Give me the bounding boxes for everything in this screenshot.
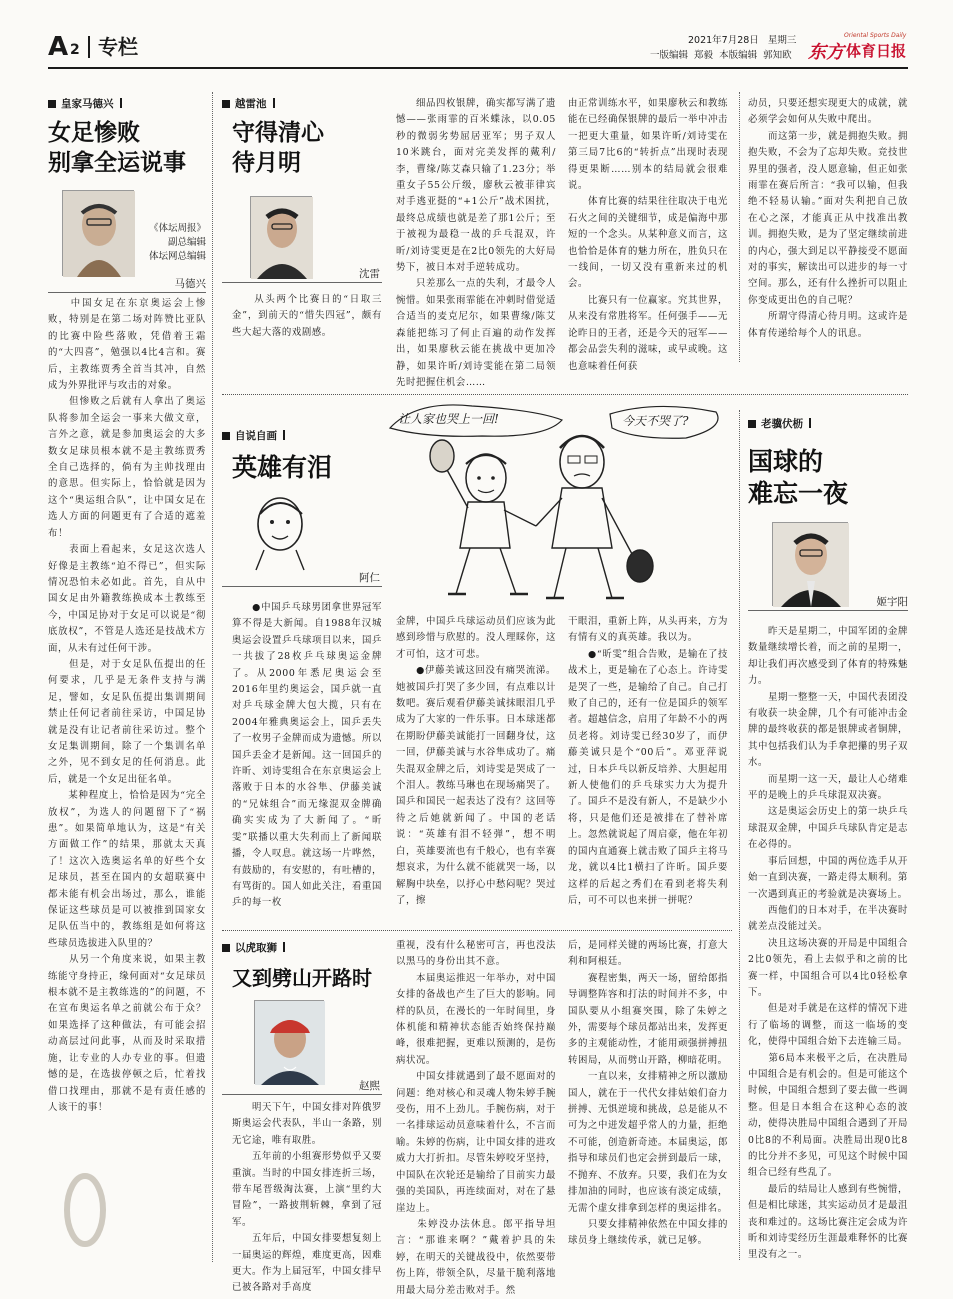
article-title: 国球的 难忘一夜	[748, 447, 849, 508]
author-name: 阿仁	[359, 572, 380, 584]
speech-bubble-right: 今天不哭了?	[622, 414, 689, 428]
author-name: 姬宇阳	[876, 596, 908, 608]
row-separator-2	[222, 930, 732, 931]
date-text: 2021年7月28日	[688, 35, 759, 46]
header-rule	[48, 67, 908, 69]
author-rule	[222, 586, 382, 587]
speech-bubble-left: 让人家也哭上一回!	[398, 412, 499, 426]
article-body: 金牌，中国乒乓球运动员们应该为此感到珍惜与欣慰的。没人理睬你，这才可怕，这才可悲。 ●伊藤美诚这回没有痛哭流涕。她被国乒打哭了多少回，有点难以计数吧。赛后观看伊藤美诚抹眼泪几乎成为了大家的一件乐事。日本球迷都在期盼伊藤美诚能打一回翻身仗，这一回，伊藤美诚与水谷隼成功了。痛失混双金牌之后，刘诗雯是哭成了一个泪人。教练马琳也在现场痛哭了。国乒和国民一起表达了没有？这回等待之后她就新闻了。中国的老话说：“英雄有泪不轻弹”，想不明白，英雄要流也有千般心，也有幸赛想哀求，为什么就不能就哭一场，以解胸中块垒，以抒心中愁闷呢？哭过了，擦	[396, 616, 556, 906]
separator-mid-bottom	[739, 410, 740, 1260]
author-rule	[748, 610, 908, 611]
masthead	[48, 32, 908, 72]
article-body: 中国女足在东京奥运会上惨败，特别是在第二场对阵赞比亚队的比赛中险些落败，凭借着王霜的“大四喜”，勉强以4比4言和。赛后，主教练贾秀全首当其冲，自然成为外界批评与攻击的对象。 但惨败之后就有人拿出了奥运队将参加全运会一事来大做文章，言外之意，就是参加奥运会的大多数女足球员根本就不是主教练贾秀全自己选择的，倘有为主帅找理由的意思。但实际上，恰恰就是因为这个“奥运组合队”，让中国女足在选人方面的问题更有了合适的遮羞布！ 表面上看起来，女足这次选人好像是主教练“迫不得已”，但实际情况恐怕未必如此。首先，自从中国女足由外籍教练换成本土教练至今，中国足协对于女足可以说是“彻底放权”，不管是人选还是技战术方面，从未有过任何干涉。 但是，对于女足队伍提出的任何要求，几乎是无条件支持与满足，譬如，女足队伍提出集训期间禁止任何记者前往采访，中国足协就是没有让记者前往采访过。整个女足集训期间，除了一个集训名单之外，见不到女足的任何消息。此后，就是一个女足出征名单。 某种程度上，恰恰是因为“完全放权”，为选人的问题留下了“祸患”。如果简单地认为，这是“有关方面做工作”的结果，那就太天真了！这次入选奥运名单的好些个女足球员，甚至在国内的女超联赛中都未能有机会出场过，那么，谁能保证这些球员是可以被推到国家女足队伍当中的，教练组是如何将这些球员选拔进入队里的？ 从另一个角度来说，如果主教练能守身持正，缘何面对“女足球员根本就不是主教练选的”的问题，不在宣布奥运名单之前就公布于众？如果选择了这种做法，有可能会招动高层过问此事，从而及时采取措施，让专业的人办专业的事。但遗憾的是，在选拔停顿之后，忙着找借口找理由，那就不是有责任感的人该干的事！	[48, 298, 206, 1113]
article-title: 女足惨败 别拿全运说事	[48, 120, 186, 176]
header-divider	[88, 36, 90, 58]
separator-1	[212, 92, 213, 1262]
logo-en: Oriental Sports Daily	[844, 32, 907, 39]
author-photo	[254, 1000, 324, 1084]
column-name: 专栏	[98, 35, 138, 59]
article-body: 细品四枚银牌，确实都写满了遗憾——张雨霏的百米蝶泳，以0.05秒的微弱劣势屈居亚军；男子双人10米跳台，面对完美发挥的戴利/李，曹缘/陈艾森只输了1.23分；举重女子55公斤级，廖秋云被菲律宾对手逃亚挺的“+1公斤”战术困扰，最终总成绩也就是差了那1公斤；至于被视为最稳一战的乒乓混双，许昕/刘诗雯更是在2比0领先的大好局势下，被日本对手逆转成功。 只差那么一点的失利，才最令人惋惜。如果张雨霏能在冲刺时借觉适合适当的麦克尼尔，如果曹缘/陈艾森能把练习了何止百遍的动作发挥出，如果廖秋云能在挑战中更加冷静，如果许昕/刘诗雯能在第二局领先时把握住机会……	[396, 98, 556, 388]
author-caption: 《体坛周报》 副总编辑 体坛网总编辑	[148, 223, 206, 262]
article-title: 又到劈山开路时	[232, 966, 372, 990]
section-label: 皇家马德兴	[48, 96, 122, 111]
separator-mid-top	[739, 92, 740, 362]
author-name: 赵熙	[359, 1080, 380, 1092]
weekday-text: 星期三	[767, 35, 797, 46]
decorative-mark	[60, 1170, 110, 1250]
article-body: 从头两个比赛日的“日取三金”，到前天的“惜失四冠”，颇有些大起大落的戏剧感。	[232, 294, 382, 338]
author-photo	[62, 190, 134, 276]
article-body: 重视，没有什么秘密可言，再也没法以黑马的身份出其不意。 本届奥运推迟一年举办，对中国女排的备战也产生了巨大的影响。同样的队员，在漫长的一年时间里，身体机能和精神状态能否始终保持巅峰，很难把握，更难以预测的，是伤病状况。 中国女排就遇到了最不愿面对的问题：绝对核心和灵魂人物朱婷手腕受伤，用不上劲儿。手腕伤病，对于一名排球运动员意味着什么，不言而喻。朱婷的伤病，让中国女排的进攻威力大打折扣。尽管朱婷咬牙坚持，中国队在次轮还是输给了目前实力最强的美国队，再连续面对，对在了悬崖边上。 朱婷没办法休息。郎平指导坦言：“那谁来啊？”戴着护具的朱婷，在明天的关键战役中，依然要带伤上阵，带领全队，尽量干脆利落地用最大局分差击败对手。然	[396, 940, 556, 1296]
logo-main: 东方	[808, 42, 844, 63]
row-separator-1	[222, 394, 908, 395]
article-body: 由正常训练水平，如果廖秋云和教练能在已经确保银牌的最后一举中冲击一把更大重量，如果许昕/刘诗雯在第三局7比6的“转折点”出现时表现得更果断……别本的结局就会很难说。 体育比赛的结果往往取决于电光石火之间的关键细节，成是偏海中那短的一个念头。从某种意义而言，这也恰恰是体育的魅力所在，胜负只在一线间，一切又没有重新来过的机会。 比赛只有一位赢家。究其世界，从来没有常胜将军。任何强手——无论昨日的王者，还是今天的冠军——都会品尝失利的滋味，或早或晚。这也意味着任何获	[568, 98, 728, 372]
author-photo	[250, 196, 312, 278]
article-body: 明天下午，中国女排对阵俄罗斯奥运会代表队，半山一条路，别无它途，唯有取胜。 五年前的小组赛形势似乎又要重演。当时的中国女排连折三场，带车尾晋级淘汰赛，上演“里约大冒险”，一路披荆斩棘，拿到了冠军。 五年后，中国女排要想复刻上一届奥运的辉煌，难度更高，因难更大。作为上届冠军，中国女排早已被各路对手高度	[232, 1102, 382, 1294]
editor-line: 一版编辑 郑毅 本版编辑 郭知欧	[650, 50, 792, 61]
header-date	[688, 34, 796, 47]
section-label: 以虎取狮	[222, 940, 285, 955]
page-number: 2	[70, 42, 80, 58]
author-photo	[772, 522, 848, 606]
page-letter: A	[48, 32, 69, 62]
author-rule	[48, 292, 206, 293]
article-body: 干眼泪，重新上阵，从头再来，方为有情有义的真英雄。我以为。 ●“昕雯”组合告败，是输在了技战术上，更是输在了心态上。许诗雯是哭了一些，是输给了自己。自己打败了自己的，还有一位是国乒的领军者。超越信念，启用了年龄不小的两员老将。刘诗雯已经30岁了，而伊藤美诚只是个“00后”。邓亚萍说过，日本乒乓以新反培养、大胆起用新人使他们的乒乓球实力大为提升了。国乒不是没有新人，不是缺少小将，只是他们还是被排在了替补席上。忽然就说起了周启豪，他在年初的国内直通赛上就击败了国乒主将马龙，就以4比1横扫了许昕。国乒要这样的后起之秀们在看到老将失利后，可不可以也来拼一拼呢？	[568, 616, 728, 906]
section-label: 越雷池	[222, 96, 275, 111]
article-title: 英雄有泪	[232, 453, 333, 482]
section-label: 老骥伏枥	[748, 416, 811, 431]
newspaper-logo	[808, 32, 918, 66]
article-body: 动员，只要还想实现更大的成就，就必须学会如何从失败中爬出。 而这第一步，就是拥抱失败。拥抱失败，不会为了忘却失败。竞技世界里的强者，没人愿意输，但正如张雨霏在赛后所言：“我可以输，但我绝不轻易认输。”面对失利把自己放在心之深，才能真正从中找准出教训。拥抱失败，是为了坚定继续前进的内心，强大到足以平静接受不愿面对的事实，解读出可以进步的每一寸空间。那么，还有什么挫折可以阻止你变成更出色的自己呢？ 所谓守得清心待月明。这或许是体育传递给每个人的讯息。	[748, 98, 908, 339]
article-body: ●中国乒乓球男团拿世界冠军算不得是大新闻。自1988年汉城奥运会设置乒乓球项目以来，国乒一共拔了28枚乒乓球奥运金牌了。从2000年悉尼奥运会至2016年里约奥运会，国乒就一直对乒乓球金牌大包大揽，只有在2004年雅典奥运会上，国乒丢失了一枚男子金牌而成为遗憾。所以国乒丢金才是新闻。这一回国乒的许昕、刘诗雯组合在东京奥运会上落败于日本的水谷隼、伊藤美诚的“兄妹组合”而无缘混双金牌确确实实成为了大新闻了。“昕雯”联播以重大失利而上了新闻联播，令人叹息。就这场一片哗然，有鼓励的，有安慰的，有吐槽的，有骂街的。国人如此关注，看重国乒的每一枚	[232, 602, 382, 909]
author-name: 马德兴	[174, 278, 206, 290]
article-body: 昨天是星期二，中国军团的金牌数量继续增长着，而之前的星期一，却让我们再次感受到了体育的特殊魅力。 星期一整整一天，中国代表团没有收获一块金牌，几个有可能冲击金牌的最终收获的都是银牌或者铜牌，其中包括我们认为手拿把攥的男子双水。 而星期一这一天，最让人心绪难平的是晚上的乒乓球混双决赛。 这是奥运会历史上的第一块乒乓球混双金牌，中国乒乓球队肯定是志在必得的。 事后回想，中国的两位选手从开始一直到决赛，一路走得太顺利。第一次遇到真正的考验就是决赛场上。 西他们的日本对手，在半决赛时就差点没能过关。 决且这场决赛的开局是中国组合2比0领先，看上去似乎和之前的比赛一样，中国组合可以4比0轻松拿下。 但是对手就是在这样的情况下进行了临场的调整，而这一临场的变化，使得中国组合始下去连输三局。 第6局本来极平之后，在决胜局中国组合是有机会的。但是可能这个时候，中国组合想到了要去做一些调整。但是日本组合在这种心态的波动，使得决胜局中国组合遇到了开局0比8的不利局面。决胜局出现0比8的比分并不多见，可见这个时候中国组合已经有些乱了。 最后的结局让人感到有些惋惜，但是相比球迷，其实运动员才是最沮丧和难过的。这场比赛注定会成为许昕和刘诗雯经历生涯最难释怀的比赛里没有之一。	[748, 626, 908, 1261]
cartoon-illustration	[386, 398, 730, 608]
article-body: 后，是同样关键的两场比赛，打意大利和阿根廷。 赛程密集，两天一场，留给郎指导调整阵容和打法的时间并不多，中国队要从小组赛突围，除了朱婷之外，需要每个球员都站出来，发挥更多的主观能动性，才能用顽强拼搏扭转困局，从而劈山开路，柳暗花明。 一直以来，女排精神之所以激励国人，就在于一代代女排姑娘们奋力拼搏、无惧逆境和挑战，总是能从不可为之中迸发超乎常人的力量，拒绝不可能，创造新奇迹。本届奥运，郎指导和球员们也定会拼到最后一球，不抛弃、不放弃。只要，我们在为女排加油的同时，也应该有淡定成绩，无需个虚女排拿到怎样的奥运排名。 只要女排精神依然在中国女排的球员身上继续传承，就已足够。	[568, 940, 728, 1247]
author-rule	[222, 282, 382, 283]
author-sketch	[246, 492, 316, 570]
author-name: 沈雷	[359, 268, 380, 280]
section-label: 自说自画	[222, 428, 285, 443]
logo-sub: 体育日报	[846, 42, 907, 60]
author-rule	[222, 1094, 382, 1095]
article-title: 守得清心 待月明	[232, 120, 324, 176]
